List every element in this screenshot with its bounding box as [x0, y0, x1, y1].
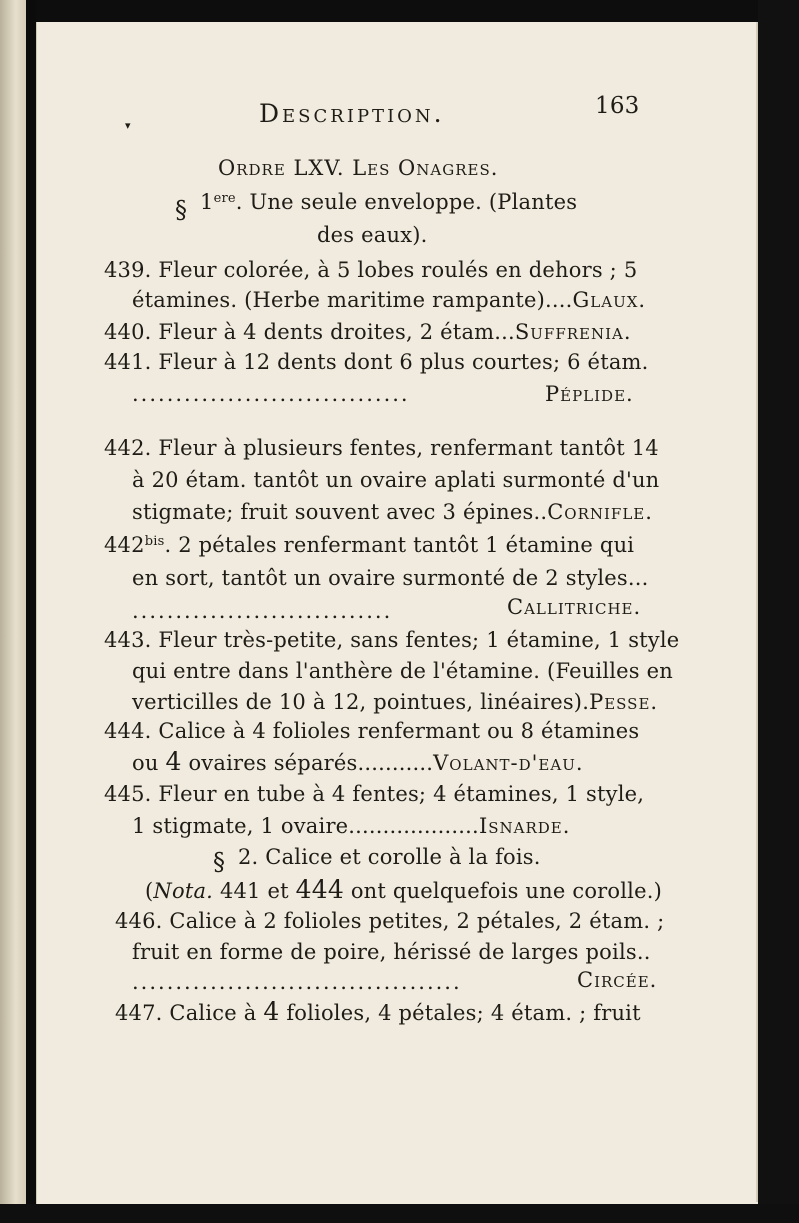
entry-444-line-2 — [132, 747, 584, 776]
section-1-heading — [200, 190, 577, 214]
book-page — [36, 22, 759, 1204]
nota-text-a: 441 et — [213, 879, 296, 903]
entry-444-text-b: ovaires séparés........... — [181, 751, 434, 775]
plant-name-glaux: Glaux. — [572, 288, 647, 312]
entry-445-line-2 — [132, 814, 570, 838]
entry-446-line-2: fruit en forme de poire, hérissé de larges poils.. — [132, 940, 651, 964]
entry-442-line-2: à 20 étam. tantôt un ovaire aplati surmonté d'un — [132, 468, 660, 492]
entry-442bis-line-2: en sort, tantôt un ovaire surmonté de 2 styles... — [132, 566, 649, 590]
facing-page-edge — [0, 0, 26, 1223]
entry-443-line-1: 443. Fleur très-petite, sans fentes; 1 étamine, 1 style — [104, 628, 680, 652]
entry-443-line-2: qui entre dans l'anthère de l'étamine. (Feuilles en — [132, 659, 674, 683]
entry-447-old-numeral: 4 — [263, 997, 280, 1026]
plant-name-cornifle: Cornifle. — [547, 500, 653, 524]
nota-open-paren: ( — [145, 879, 154, 903]
entry-442bis-dot-leader: .............................. — [132, 599, 393, 623]
scan-background-right — [758, 0, 799, 1223]
entry-446-dot-leader: ...................................... — [132, 970, 462, 994]
entry-443-text: verticilles de 10 à 12, pointues, linéaires). — [132, 690, 590, 714]
entry-441-dot-leader: ................................ — [132, 382, 410, 406]
entry-439-line-2 — [132, 288, 646, 312]
section-2-mark: § — [213, 848, 226, 876]
entry-447-text-a: 447. Calice à — [115, 1001, 264, 1025]
header-marker: ▾ — [125, 119, 131, 132]
section-1-line-2: des eaux). — [317, 223, 428, 247]
plant-name-pesse: Pesse. — [589, 690, 659, 714]
entry-440 — [104, 320, 632, 344]
nota-line — [145, 875, 662, 904]
plant-name-circee: Circée. — [577, 968, 658, 992]
running-header-title: Description. — [259, 99, 445, 128]
entry-439-line-1: 439. Fleur colorée, à 5 lobes roulés en dehors ; 5 — [104, 258, 638, 282]
entry-442bis-sup: bis — [144, 534, 165, 549]
entry-445-text: 1 stigmate, 1 ovaire................... — [132, 814, 479, 838]
entry-444-old-numeral: 4 — [165, 747, 182, 776]
entry-440-text: 440. Fleur à 4 dents droites, 2 étam... — [104, 320, 515, 344]
entry-442-line-3 — [132, 500, 653, 524]
nota-old-numeral: 444 — [295, 875, 344, 904]
entry-442bis-number: 442 — [104, 533, 145, 557]
section-1-ordinal-sup: ere — [213, 191, 236, 206]
plant-name-suffrenia: Suffrenia. — [514, 320, 632, 344]
nota-text-b: ont quelquefois une corolle.) — [343, 879, 662, 903]
plant-name-peplide: Péplide. — [545, 382, 634, 406]
entry-444-line-1: 444. Calice à 4 folioles renfermant ou 8 étamines — [104, 719, 640, 743]
order-title: Ordre LXV. Les Onagres. — [218, 156, 499, 180]
section-1-text: . Une seule enveloppe. (Plantes — [235, 190, 578, 214]
plant-name-isnarde: Isnarde. — [478, 814, 571, 838]
entry-446-line-1: 446. Calice à 2 folioles petites, 2 pétales, 2 étam. ; — [115, 909, 665, 933]
nota-label: Nota. — [153, 879, 214, 903]
plant-name-callitriche: Callitriche. — [507, 595, 642, 619]
entry-441-line-1: 441. Fleur à 12 dents dont 6 plus courtes; 6 étam. — [104, 350, 649, 374]
entry-439-text: étamines. (Herbe maritime rampante).... — [132, 288, 573, 312]
entry-442-line-1: 442. Fleur à plusieurs fentes, renfermant tantôt 14 — [104, 436, 659, 460]
entry-444-text-a: ou — [132, 751, 166, 775]
plant-name-volant-d-eau: Volant-d'eau. — [433, 751, 584, 775]
entry-442bis-text: . 2 pétales renfermant tantôt 1 étamine qui — [164, 533, 635, 557]
section-2-heading: 2. Calice et corolle à la fois. — [238, 845, 541, 869]
section-1-ordinal: 1 — [200, 190, 214, 214]
entry-447-text-b: folioles, 4 pétales; 4 étam. ; fruit — [279, 1001, 641, 1025]
scan-background-bottom — [0, 1204, 799, 1223]
entry-445-line-1: 445. Fleur en tube à 4 fentes; 4 étamines, 1 style, — [104, 782, 645, 806]
entry-447-line-1 — [115, 997, 641, 1026]
book-gutter — [26, 0, 36, 1223]
section-mark: § — [175, 196, 188, 224]
entry-443-line-3 — [132, 690, 658, 714]
page-number: 163 — [595, 93, 640, 119]
entry-442-text: stigmate; fruit souvent avec 3 épines.. — [132, 500, 548, 524]
entry-442bis-line-1 — [104, 533, 634, 557]
